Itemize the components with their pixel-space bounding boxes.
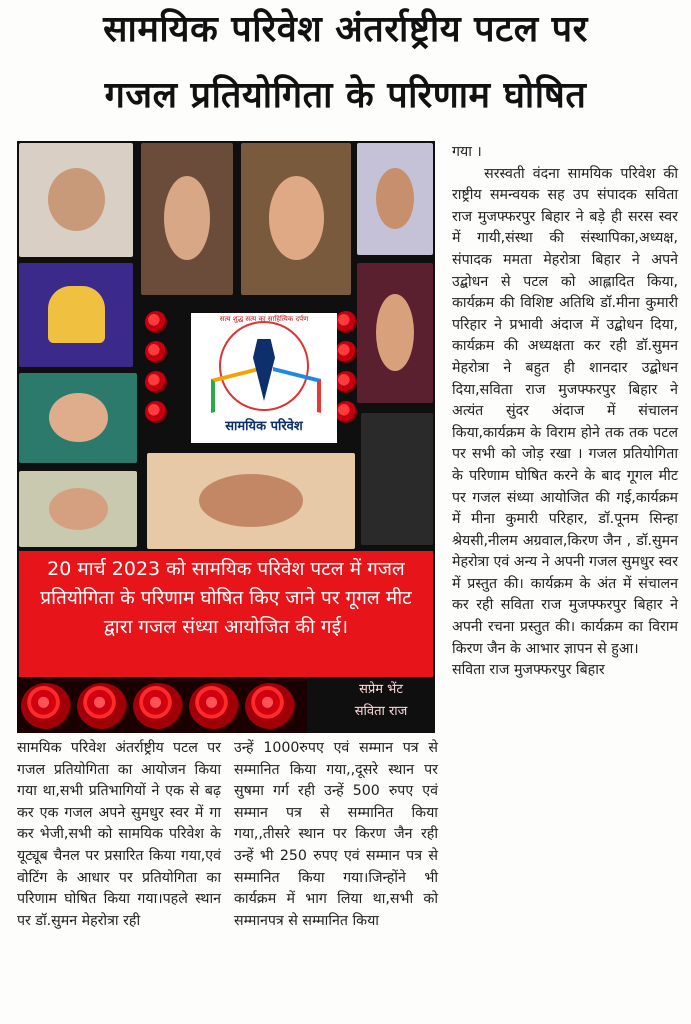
- logo-label: सामयिक परिवेश: [225, 419, 303, 434]
- rose-decoration: [145, 311, 167, 333]
- portrait-photo: [357, 263, 433, 403]
- portrait-photo: [19, 471, 137, 547]
- portrait-photo: [147, 453, 355, 549]
- rose-decoration: [335, 371, 357, 393]
- rose-decoration: [133, 683, 183, 729]
- roses-strip: [17, 677, 307, 733]
- samayik-parivesh-logo: [191, 313, 337, 443]
- article-column-middle: उन्हें 1000रुपए एवं सम्मान पत्र से सम्मानित किया गया,,दूसरे स्थान पर सुषमा गर्ग रही उन्हें 500 रुपए एवं सम्मान पत्र से सम्मानित किया गया,,तीसरे स्थान पर किरण जैन रही उन्हें भी 250 रुपए एवं सम्मान पत्र से सम्मानित किया गया।जिन्होंने भी कार्यक्रम में भाग लिया था,सभी को सम्मानपत्र से सम्मानित किया: [234, 740, 443, 929]
- logo-arc-text: सत्य शुद्ध सत्य का साहित्यिक दर्पण: [219, 315, 309, 323]
- headline-line-2: गजल प्रतियोगिता के परिणाम घोषित: [104, 75, 587, 116]
- headline-line-1: सामयिक परिवेश अंतर्राष्ट्रीय पटल पर: [103, 9, 588, 50]
- rose-decoration: [335, 311, 357, 333]
- video-call-grid: [361, 413, 433, 545]
- portrait-photo: [141, 143, 233, 295]
- event-poster: [17, 141, 435, 733]
- next-article-cut-headline: [0, 1006, 691, 1024]
- gift-credit: [327, 679, 435, 723]
- banner-text: 20 मार्च 2023 को सामयिक परिवेश पटल में गजल प्रतियोगिता के परिणाम घोषित किए जाने पर गूगल मीट द्वारा गजल संध्या आयोजित की गई।: [40, 558, 412, 638]
- rose-decoration: [335, 341, 357, 363]
- portrait-photo: [19, 373, 137, 463]
- article-column-left: सामयिक परिवेश अंतर्राष्ट्रीय पटल पर गजल प्रतियोगिता का आयोजन किया गया था,सभी प्रतिभागियों ने एक से बढ़ कर एक गजल अपने सुमधुर स्वर में गा कर भेजी,सभी को सामयिक परिवेश के यूट्यूब चैनल पर प्रसारित किया गया,एवं वोटिंग के आधार पर प्रतियोगिता का परिणाम घोषित किया गया।पहले स्थान पर डॉ.सुमन मेहरोत्रा रही: [17, 740, 226, 929]
- rose-decoration: [77, 683, 127, 729]
- gift-line-2: सविता राज: [354, 704, 408, 719]
- rose-decoration: [21, 683, 71, 729]
- rose-decoration: [145, 341, 167, 363]
- rose-decoration: [335, 401, 357, 423]
- gift-line-1: सप्रेम भेंट: [359, 682, 403, 697]
- rose-decoration: [189, 683, 239, 729]
- rose-decoration: [145, 371, 167, 393]
- portrait-photo: [241, 143, 351, 295]
- portrait-photo: [19, 143, 133, 257]
- rose-decoration: [245, 683, 295, 729]
- saraswati-image: [19, 263, 133, 367]
- article-column-right: गया । सरस्वती वंदना सामयिक परिवेश की राष्ट्रीय समन्वयक सह उप संपादक सविता राज मुजफ्फरपुर बिहार ने बड़े ही सरस स्वर में गायी,संस्था की संस्थापिका,अध्यक्ष, संपादक ममता मेहरोत्रा बिहार ने अपने उद्बोधन से पटल को आह्लादित किया, कार्यक्रम की विशिष्ट अतिथि डॉ.मीना कुमारी परिहार ने प्रभावी अंदाज में उद्बोधन दिया, कार्यक्रम की अध्यक्षता कर रही डॉ.सुमन मेहरोत्रा ने बहुत ही शानदार उद्बोधन दिया,सविता राज मुजफ्फरपुर बिहार ने अत्यंत सुंदर अंदाज में संचालन किया,कार्यक्रम के विराम होने तक तक पटल पर सभी को जोड़ रखा । गजल प्रतियोगिता के परिणाम घोषित करने के बाद गूगल मीट पर गजल संध्या आयोजित की गई,कार्यक्रम में मीना कुमारी परिहार, डॉ.पूनम सिन्हा श्रेयसी,नीलम अग्रवाल,किरण जैन , डॉ.सुमन मेहरोत्रा एवं अन्य ने अपनी गजल सुमधुर स्वर में प्रस्तुत की। कार्यक्रम के अंत में संचालन कर रही सविता राज मुजफ्फरपुर बिहार ने अपनी रचना प्रस्तुत की। कार्यक्रम का विराम किरण जैन के आभार ज्ञापन से हुआ। सविता राज मुजफ्फरपुर बिहार: [452, 144, 678, 679]
- event-banner: [19, 551, 433, 677]
- portrait-photo: [357, 143, 433, 255]
- rose-decoration: [145, 401, 167, 423]
